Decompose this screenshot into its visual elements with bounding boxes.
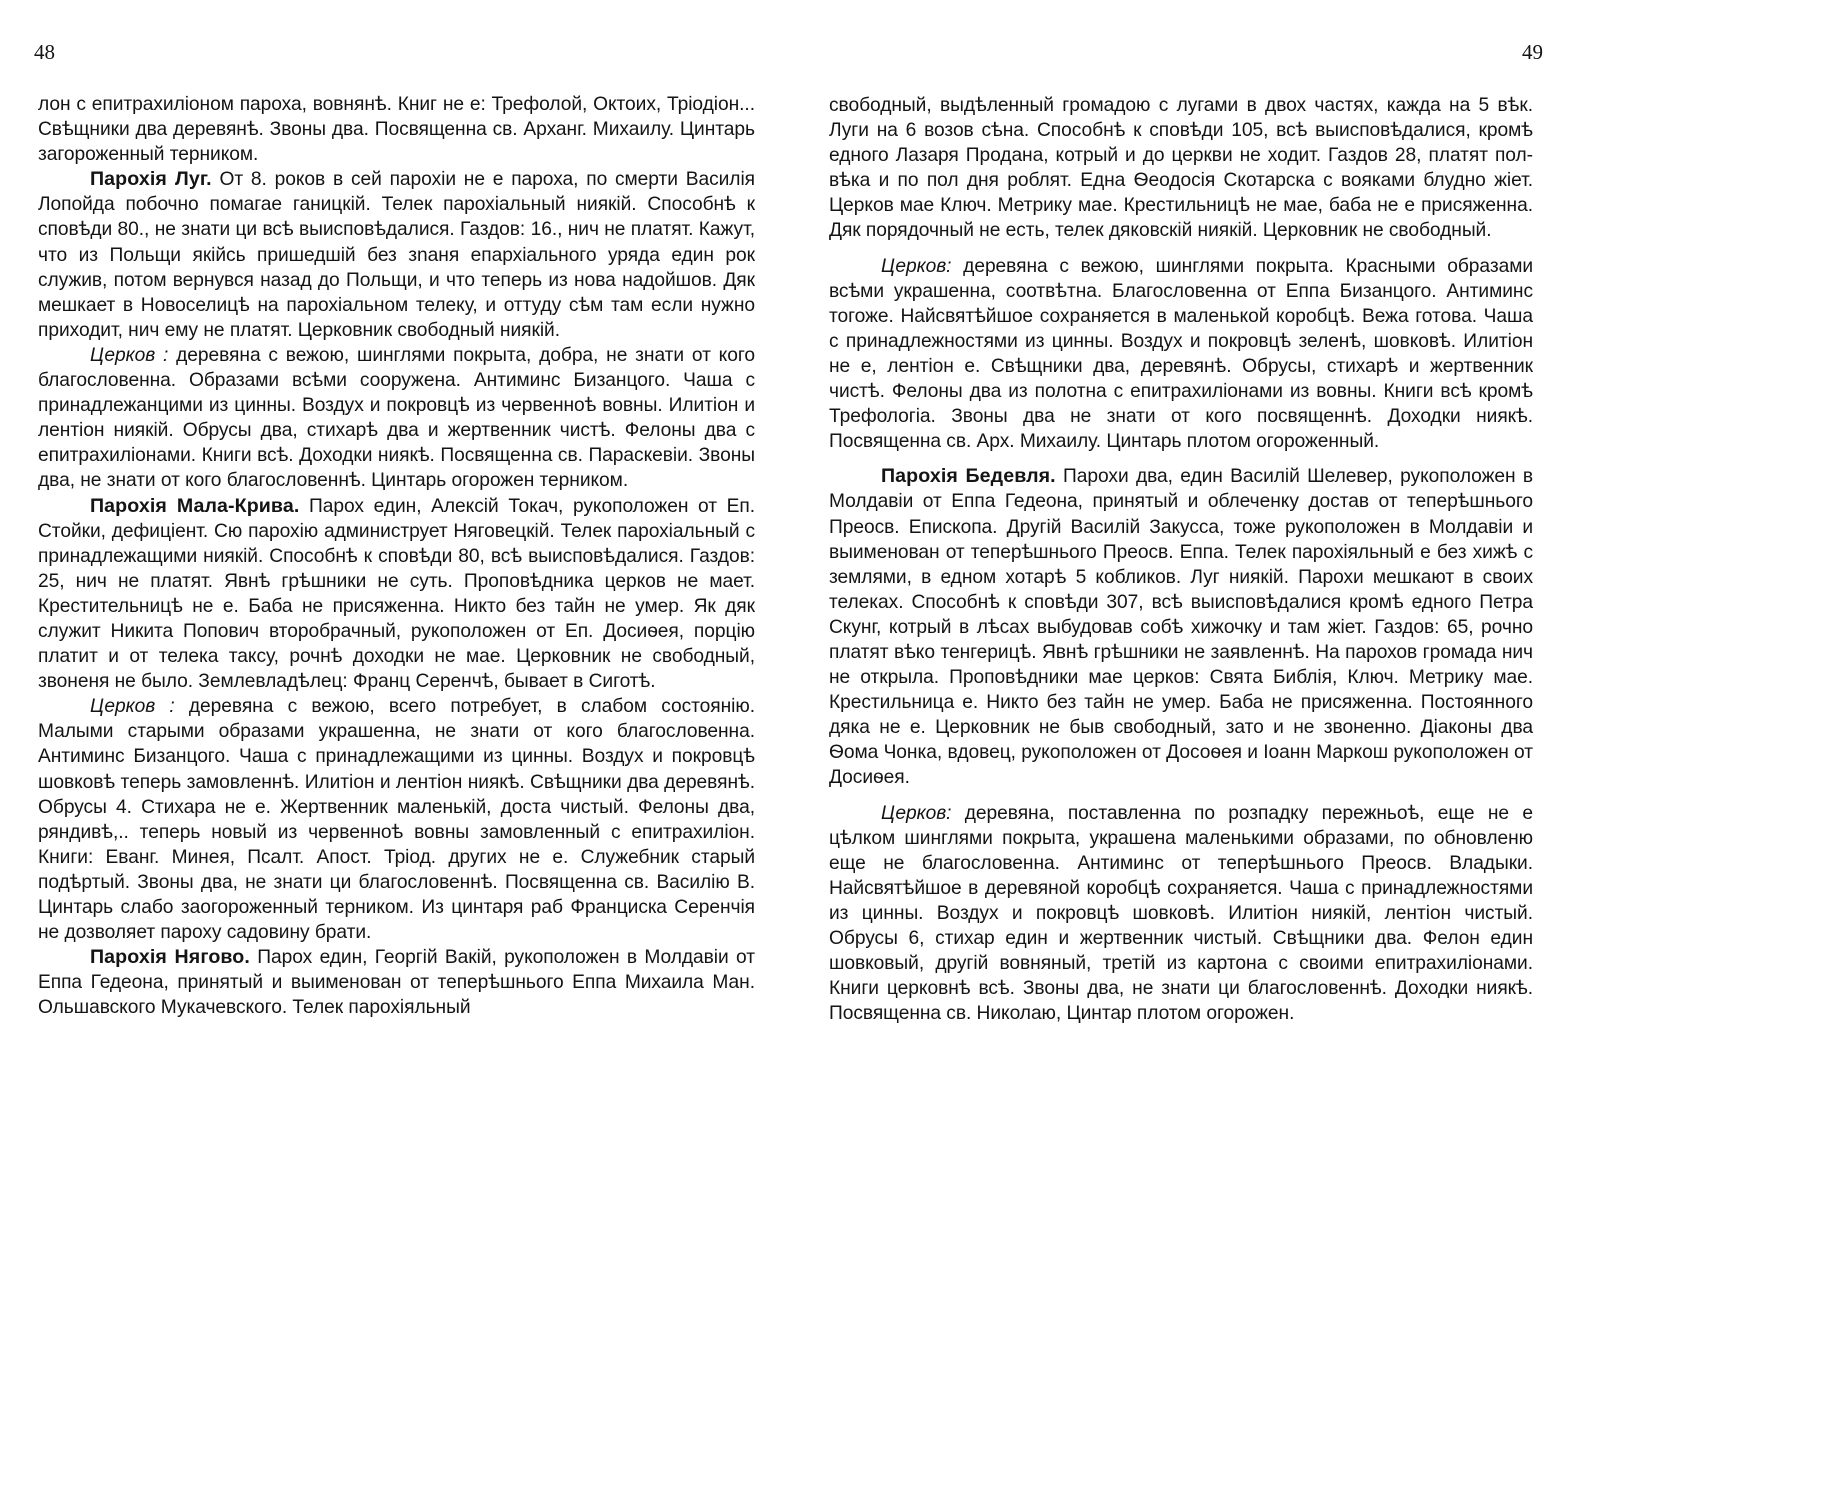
paragraph-text: От 8. роков в сей парохіи не е пароха, по смерти Василія Лопойда побочно помагае ганицкій. Телек парохіальный ниякій. Способнѣ к сповѣди 80., не знати ци всѣ выисповѣдалися. Газдов: 16., нич не платят. Кажут, что из Польщи якійсь пришедшій без зnаня епархіального уряда един рок служив, потом вернувся назад до Польщи, и что теперь из нова надойшов. Дяк мешкает в Новоселицѣ на парохіальном телеку, и оттуду сѣм там если нужно приходит, нич ему не платят. Церковник свободный ниякій. — [38, 169, 755, 341]
paragraph — [829, 93, 1533, 244]
paragraph — [38, 92, 755, 167]
paragraph — [38, 945, 755, 1020]
paragraph-text: Парох един, Георгій Вакій, рукоположен в Молдавіи от Еппа Гедеона, принятый и выименован от теперѣшнього Еппа Михаила Ман. Ольшавского Мукачевского. Телек парохіяльный — [38, 947, 755, 1019]
paragraph — [38, 167, 755, 343]
parish-heading: Парохія Бедевля. — [881, 465, 1056, 488]
right-page-number: 49 — [1522, 40, 1543, 64]
paragraph — [829, 464, 1533, 790]
paragraph-text: деревяна, поставленна по розпадку пережньоѣ, еще не е цѣлком шинглями покрыта, украшена маленькими образами, по обновленю еще не благословенна. Антиминс от теперѣшнього Преосв. Владыки. Найсвятѣйшое в деревяной коробцѣ сохраняется. Чаша с принадлежностями из цинны. Воздух и покровцѣ шовковѣ. Илитіон ниякій, лентіон чистый. Обрусы 6, стихар един и жертвенник чистый. Свѣщники два. Фелон един шовковый, другій вовняный, третій из картона с своими епитрахиліонами. Книги церковнѣ всѣ. Звоны два, не знати ци благословеннѣ. Доходки ниякѣ. Посвященна св. Николаю, Цинтар плотом огорожен. — [829, 802, 1533, 1025]
church-label: Церков : — [90, 696, 175, 718]
paragraph — [38, 494, 755, 695]
church-label: Церков: — [881, 255, 952, 277]
paragraph-text: свободный, выдѣленный громадою с лугами в двох частях, кажда на 5 вѣк. Луги на 6 возов сѣна. Способнѣ к сповѣди 105, всѣ выисповѣдалися, кромѣ едного Лазаря Продана, котрый и до церкви не ходит. Газдов 28, платят пол-вѣка и по пол дня роблят. Една Ѳеодосія Скотарска с вояками блудно жіет. Церков мае Ключ. Метрику мае. Крестильницѣ не мае, баба не е присяженна. Дяк порядочный не есть, телек дяковскій ниякій. Церковник не свободный. — [829, 95, 1533, 242]
left-page-text — [38, 92, 755, 1020]
right-page-text — [829, 93, 1533, 1026]
church-label: Церков: — [881, 802, 952, 824]
paragraph — [38, 343, 755, 494]
parish-heading: Парохія Луг. — [90, 168, 212, 191]
paragraph-text: деревяна с вежою, шинглями покрыта. Красными образами всѣми украшенна, соотвѣтна. Благословенна от Еппа Бизанцого. Антиминс тогоже. Найсвятѣйшое сохраняется в маленькой коробцѣ. Вежа готова. Чаша с принадлежностями из цинны. Воздух и покровцѣ зеленѣ, шовковѣ. Илитіон не е, лентіон е. Свѣщники два, деревянѣ. Обрусы, стихарѣ и жертвенник чистѣ. Фелоны два из полотна с епитрахиліонами из вовны. Книги всѣ кромѣ Трефологіа. Звоны два не знати от кого посвященнѣ. Доходки ниякѣ. Посвященна св. Арх. Михаилу. Цинтарь плотом огороженный. — [829, 255, 1533, 453]
church-label: Церков : — [90, 344, 169, 366]
paragraph-text: лон с епитрахиліоном пароха, вовнянѣ. Книг не е: Трефолой, Октоих, Тріодіон... Свѣщники два деревянѣ. Звоны два. Посвященна св. Арханг. Михаилу. Цинтарь загороженный терником. — [38, 94, 755, 166]
paragraph-text: деревяна с вежою, всего потребует, в слабом состоянію. Малыми старыми образами украшенна, не знати от кого благословенна. Антиминс Бизанцого. Чаша с принадлежащими из цинны. Воздух и покровцѣ шовковѣ теперь замовленнѣ. Илитіон и лентіон ниякѣ. Свѣщники два деревянѣ. Обрусы 4. Стихара не е. Жертвенник маленькій, доста чистый. Фелоны два, ряндивѣ,.. теперь новый из червенноѣ вовны замовленный с епитрахиліон. Книги: Еванг. Минея, Псалт. Апост. Тріод. других не е. Служебник старый подѣртый. Звоны два, не знати ци благословеннѣ. Посвященна св. Василію В. Цинтарь слабо заогороженный терником. Из цинтаря раб Францискa Серенчія не дозволяет пароху садовину брати. — [38, 696, 756, 944]
paragraph-text: Парох един, Алексій Токач, рукоположен от Еп. Стойки, дефиціент. Сю парохію администрует Няговецкій. Телек парохіальный с принадлежащими ниякій. Способнѣ к сповѣди 80, всѣ выисповѣдалися. Газдов: 25, нич не платят. Явнѣ грѣшники не суть. Проповѣдника церков не мает. Крестительницѣ не е. Баба не присяженна. Никто без тайн не умер. Як дяк служит Никита Попович второбрачный, рукоположен от Еп. Досиѳея, порцію платит и от телека таксу, рочнѣ доходки не мае. Церковник не свободный, звоненя не было. Землевладѣлец: Франц Серенчѣ, бывает в Сиготѣ. — [38, 495, 756, 693]
paragraph — [829, 254, 1533, 455]
parish-heading: Парохія Нягово. — [90, 946, 250, 969]
paragraph-text: Парохи два, един Василій Шелевер, рукоположен в Молдавіи от Еппа Гедеона, принятый и облеченку достав от теперѣшнього Преосв. Епископа. Другій Василій Закусса, тоже рукоположен в Молдавіи и выименован от теперѣшнього Преосв. Еппа. Телек парохіяльный е без хижѣ с землями, в едном хотарѣ 5 кобликов. Луг ниякій. Парохи мешкают в своих телеках. Способнѣ к сповѣди 307, всѣ выисповѣдалися кромѣ едного Петра Скунг, котрый в лѣсах выбудовав собѣ хижочку и там жіет. Газдов: 65, рочно платят вѣко тенгерицѣ. Явнѣ грѣшники не заявленнѣ. На парохов громада нич не открыла. Проповѣдники мае церков: Свята Библія, Ключ. Метрику мае. Крестильница е. Никто без тайн не умер. Баба не присяженна. Постоянного дяка не е. Церковник не быв свободный, зато и не звоненно. Діаконы два Ѳома Чонка, вдовец, рукоположен от Досоѳея и Іоанн Маркош рукоположен от Досиѳея. — [829, 466, 1534, 789]
paragraph — [38, 694, 755, 945]
parish-heading: Парохія Мала-Крива. — [90, 494, 300, 517]
right-page — [782, 0, 1565, 1272]
paragraph — [829, 801, 1533, 1027]
left-page-number: 48 — [34, 40, 55, 64]
paragraph-text: деревяна с вежою, шинглями покрыта, добра, не знати от кого благословенна. Образами всѣми сооружена. Антиминс Бизанцого. Чаша с принадлежанцими из цинны. Воздух и покровцѣ из червеннoѣ вовны. Илитіон и лентіон ниякій. Обрусы два, стихарѣ два и жертвенник чистѣ. Фелоны два с епитрахиліонами. Книги всѣ. Доходки ниякѣ. Посвященна св. Параскевіи. Звоны два, не знати от кого благословеннѣ. Цинтарь огорожен терником. — [38, 344, 755, 492]
left-page — [0, 0, 782, 1272]
